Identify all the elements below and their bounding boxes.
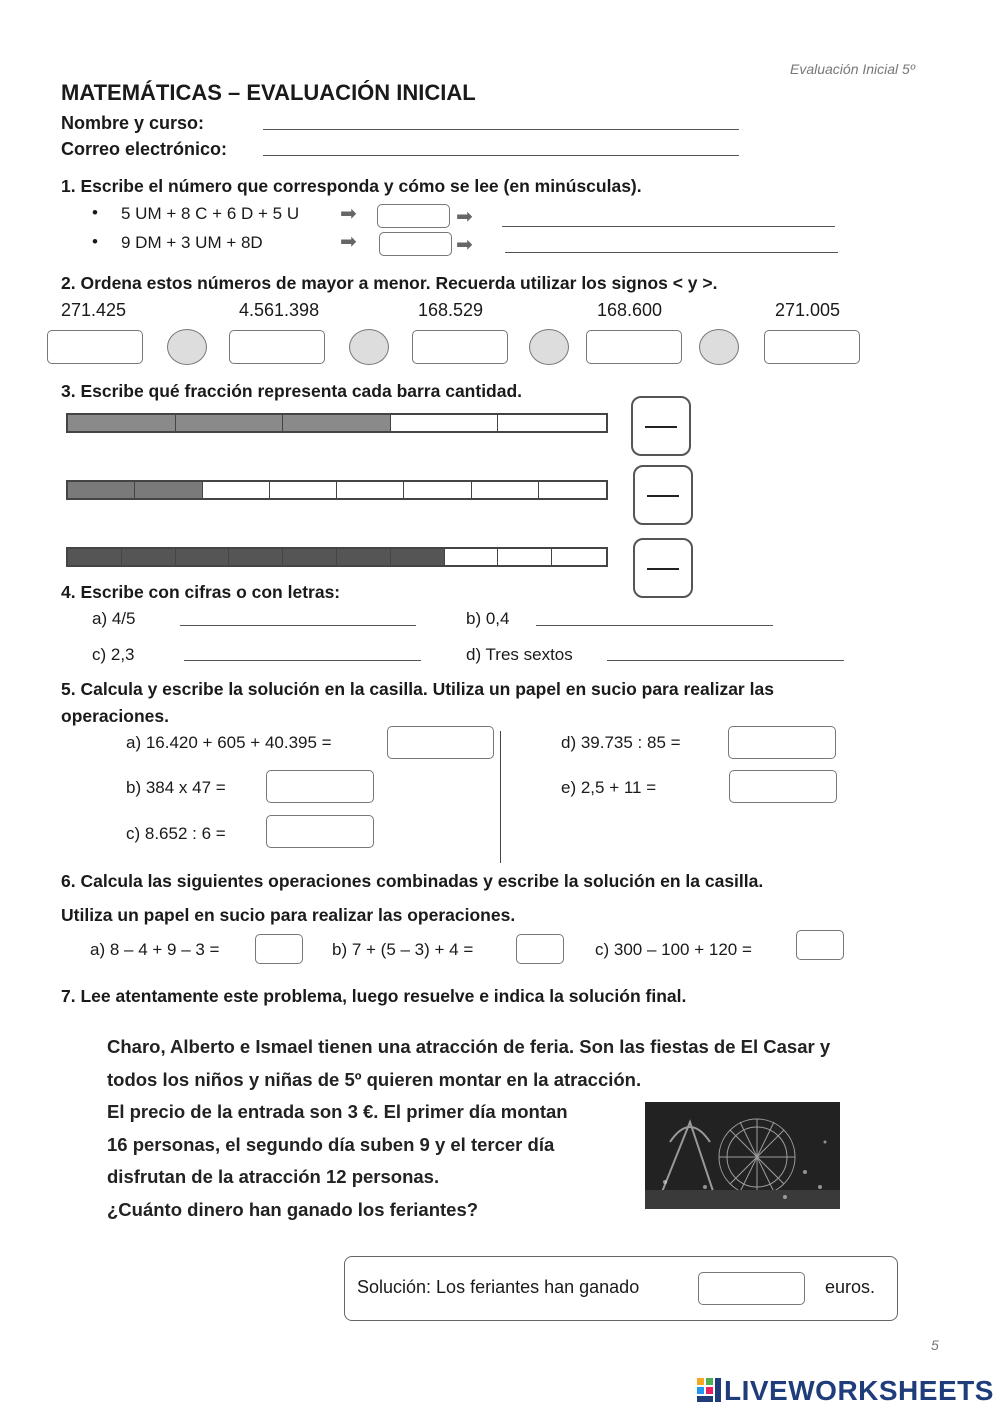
bar-segment-empty — [472, 482, 539, 498]
q4-item-c: c) 2,3 — [92, 645, 135, 664]
fraction-answer-box-2[interactable] — [633, 465, 693, 525]
q1-title: 1. Escribe el número que corresponda y cómo se lee (en minúsculas). — [61, 176, 642, 196]
q2-sign-4[interactable] — [699, 329, 739, 365]
page-number: 5 — [931, 1337, 939, 1353]
bar-segment-empty — [498, 415, 606, 431]
q1-item-1: 5 UM + 8 C + 6 D + 5 U — [121, 204, 300, 223]
q7-title: 7. Lee atentamente este problema, luego resuelve e indica la solución final. — [61, 986, 687, 1006]
solution-answer-input[interactable] — [698, 1272, 805, 1305]
q6-item-c: c) 300 – 100 + 120 = — [595, 940, 752, 959]
bar-segment-shaded — [337, 549, 391, 565]
q5-item-c: c) 8.652 : 6 = — [126, 824, 226, 843]
q6-item-a: a) 8 – 4 + 9 – 3 = — [90, 940, 220, 959]
bar-segment-empty — [270, 482, 337, 498]
q4-input-b[interactable] — [536, 625, 773, 626]
q4-item-a: a) 4/5 — [92, 609, 136, 628]
q5-answer-e[interactable] — [729, 770, 837, 803]
q5-answer-c[interactable] — [266, 815, 374, 848]
q6-answer-b[interactable] — [516, 934, 564, 964]
q1-bullet-1: • — [92, 203, 98, 222]
q2-sign-2[interactable] — [349, 329, 389, 365]
ferris-wheel-icon — [645, 1102, 840, 1209]
q1-reading-input-2[interactable] — [505, 252, 838, 253]
solution-prefix: Solución: Los feriantes han ganado — [357, 1277, 640, 1297]
liveworksheets-brand: LIVEWORKSHEETS — [724, 1375, 994, 1406]
q5-divider — [500, 731, 501, 863]
q4-item-d: d) Tres sextos — [466, 645, 573, 664]
q4-input-d[interactable] — [607, 660, 844, 661]
bar-segment-shaded — [391, 549, 445, 565]
fraction-answer-box-1[interactable] — [631, 396, 691, 456]
q6-answer-a[interactable] — [255, 934, 303, 964]
q1-number-input-2[interactable] — [379, 232, 452, 256]
bar-segment-shaded — [176, 415, 284, 431]
fraction-bar-2 — [66, 480, 608, 500]
header-corner: Evaluación Inicial 5º — [790, 61, 915, 77]
bar-segment-empty — [337, 482, 404, 498]
bar-segment-shaded — [176, 549, 230, 565]
q2-number-4: 168.600 — [597, 300, 663, 320]
q5-title-line2: operaciones. — [61, 706, 169, 726]
q3-title: 3. Escribe qué fracción representa cada barra cantidad. — [61, 381, 523, 401]
q7-line-2: todos los niños y niñas de 5º quieren montar en la atracción. — [107, 1069, 642, 1090]
arrow-icon: ➡ — [340, 203, 357, 225]
q1-item-2: 9 DM + 3 UM + 8D — [121, 233, 263, 252]
q6-title-line1: 6. Calcula las siguientes operaciones combinadas y escribe la solución en la casilla. — [61, 871, 764, 891]
q6-title-line2: Utiliza un papel en sucio para realizar las operaciones. — [61, 905, 516, 925]
email-label: Correo electrónico: — [61, 139, 228, 159]
q7-line-3: El precio de la entrada son 3 €. El primer día montan — [107, 1101, 568, 1122]
liveworksheets-logo-icon — [696, 1377, 724, 1403]
bar-segment-empty — [445, 549, 499, 565]
q7-line-1: Charo, Alberto e Ismael tienen una atracción de feria. Son las fiestas de El Casar y — [107, 1036, 831, 1057]
q2-number-5: 271.005 — [775, 300, 841, 320]
bar-segment-shaded — [283, 549, 337, 565]
q5-answer-a[interactable] — [387, 726, 494, 759]
fraction-bar-3 — [66, 547, 608, 567]
q5-answer-b[interactable] — [266, 770, 374, 803]
bar-segment-shaded — [229, 549, 283, 565]
q1-reading-input-1[interactable] — [502, 226, 835, 227]
bar-segment-shaded — [135, 482, 202, 498]
fraction-answer-box-3[interactable] — [633, 538, 693, 598]
q6-item-b: b) 7 + (5 – 3) + 4 = — [332, 940, 474, 959]
bar-segment-shaded — [283, 415, 391, 431]
q1-number-input-1[interactable] — [377, 204, 450, 228]
q2-order-box-4[interactable] — [586, 330, 682, 364]
q2-number-1: 271.425 — [61, 300, 127, 320]
solution-suffix: euros. — [825, 1277, 876, 1297]
q2-number-2: 4.561.398 — [239, 300, 320, 320]
q5-item-d: d) 39.735 : 85 = — [561, 733, 681, 752]
q1-bullet-2: • — [92, 232, 98, 251]
page-title: MATEMÁTICAS – EVALUACIÓN INICIAL — [61, 80, 476, 105]
bar-segment-empty — [404, 482, 471, 498]
bar-segment-empty — [498, 549, 552, 565]
q5-item-e: e) 2,5 + 11 = — [561, 778, 657, 797]
q2-order-box-5[interactable] — [764, 330, 860, 364]
q2-order-box-1[interactable] — [47, 330, 143, 364]
bar-segment-empty — [539, 482, 606, 498]
q2-order-box-2[interactable] — [229, 330, 325, 364]
q4-item-b: b) 0,4 — [466, 609, 510, 628]
q7-line-6: ¿Cuánto dinero han ganado los feriantes? — [107, 1199, 479, 1220]
fraction-bar-1 — [66, 413, 608, 433]
arrow-icon: ➡ — [456, 206, 473, 228]
q2-order-box-3[interactable] — [412, 330, 508, 364]
fair-ride-image — [645, 1102, 840, 1209]
q2-number-3: 168.529 — [418, 300, 484, 320]
q4-title: 4. Escribe con cifras o con letras: — [61, 582, 341, 602]
q2-sign-3[interactable] — [529, 329, 569, 365]
q6-answer-c[interactable] — [796, 930, 844, 960]
q4-input-a[interactable] — [180, 625, 416, 626]
q5-item-b: b) 384 x 47 = — [126, 778, 226, 797]
email-input[interactable] — [263, 155, 739, 156]
name-label: Nombre y curso: — [61, 113, 205, 133]
q7-line-5: disfrutan de la atracción 12 personas. — [107, 1166, 440, 1187]
arrow-icon: ➡ — [340, 231, 357, 253]
q5-item-a: a) 16.420 + 605 + 40.395 = — [126, 733, 332, 752]
bar-segment-shaded — [68, 415, 176, 431]
name-input[interactable] — [263, 129, 739, 130]
q2-title: 2. Ordena estos números de mayor a menor. Recuerda utilizar los signos < y >. — [61, 273, 718, 293]
bar-segment-shaded — [122, 549, 176, 565]
q5-title-line1: 5. Calcula y escribe la solución en la casilla. Utiliza un papel en sucio para realizar las — [61, 679, 774, 699]
q7-line-4: 16 personas, el segundo día suben 9 y el tercer día — [107, 1134, 555, 1155]
arrow-icon: ➡ — [456, 234, 473, 256]
bar-segment-empty — [391, 415, 499, 431]
q4-input-c[interactable] — [184, 660, 421, 661]
bar-segment-shaded — [68, 549, 122, 565]
q2-sign-1[interactable] — [167, 329, 207, 365]
bar-segment-empty — [552, 549, 606, 565]
bar-segment-shaded — [68, 482, 135, 498]
q5-answer-d[interactable] — [728, 726, 836, 759]
bar-segment-empty — [203, 482, 270, 498]
